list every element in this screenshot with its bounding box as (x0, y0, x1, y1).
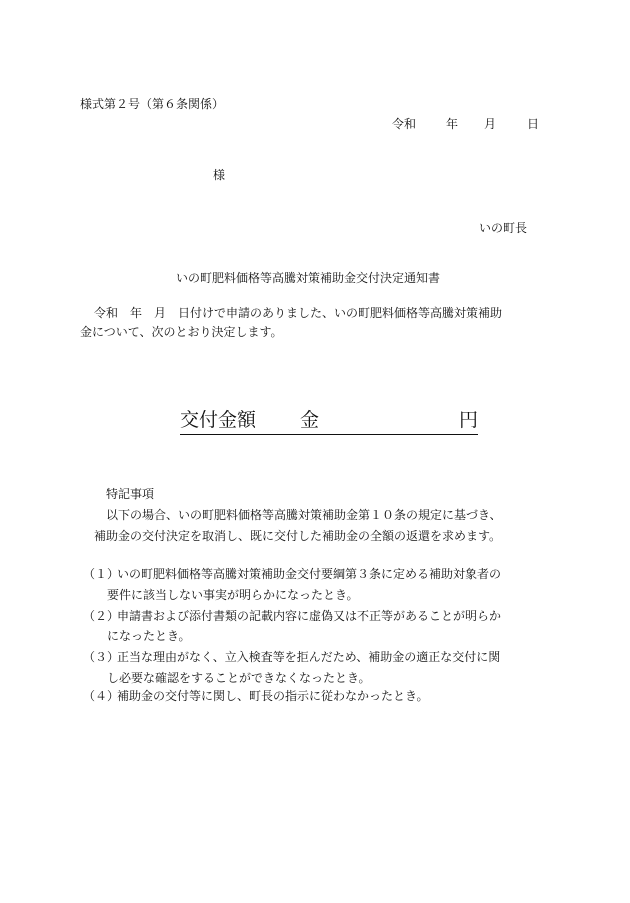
condition-text: 補助金の交付等に関し、町長の指示に従わなかったとき。 (117, 689, 429, 703)
special-notes-text: 以下の場合、いの町肥料価格等高騰対策補助金第１０条の規定に基づき、 (106, 508, 502, 522)
date-day-unit: 日 (527, 117, 540, 131)
date-era: 令和 (392, 117, 417, 131)
condition-item (83, 651, 500, 663)
intro-text-line: 金について、次のとおり決定します。 (80, 325, 283, 339)
condition-item (83, 690, 429, 702)
condition-number: （３） (83, 650, 120, 664)
intro-text-line: 令和 年 月 日付けで申請のありました、いの町肥料価格等高騰対策補助 (94, 306, 503, 320)
condition-item (83, 568, 501, 580)
grant-amount-unit: 円 (458, 409, 478, 431)
special-notes-heading: 特記事項 (106, 487, 155, 501)
condition-number: （２） (83, 609, 120, 623)
document-title: いの町肥料価格等高騰対策補助金交付決定通知書 (176, 271, 441, 285)
date-month-unit: 月 (484, 117, 497, 131)
grant-amount-prefix: 金 (300, 409, 320, 431)
condition-number: （１） (83, 567, 120, 581)
condition-item (83, 610, 501, 622)
addressee-honorific: 様 (213, 168, 226, 182)
condition-text: いの町肥料価格等高騰対策補助金交付要綱第３条に定める補助対象者の (117, 567, 502, 581)
condition-text-continued: し必要な確認をすることができなくなったとき。 (107, 671, 371, 685)
date-year-unit: 年 (446, 117, 459, 131)
condition-number: （４） (83, 689, 120, 703)
condition-text-continued: になったとき。 (107, 629, 191, 643)
issuer-name: いの町長 (479, 221, 528, 235)
special-notes-text: 補助金の交付決定を取消し、既に交付した補助金の全額の返還を求めます。 (94, 529, 502, 543)
condition-text: 正当な理由がなく、立入検査等を拒んだため、補助金の適正な交付に関 (117, 650, 501, 664)
grant-amount-label: 交付金額 (180, 409, 257, 431)
form-number: 様式第２号（第６条関係） (80, 97, 225, 111)
grant-amount-line (180, 410, 478, 435)
condition-text-continued: 要件に該当しない事実が明らかになったとき。 (107, 588, 359, 602)
condition-text: 申請書および添付書類の記載内容に虚偽又は不正等があることが明らか (117, 609, 502, 623)
